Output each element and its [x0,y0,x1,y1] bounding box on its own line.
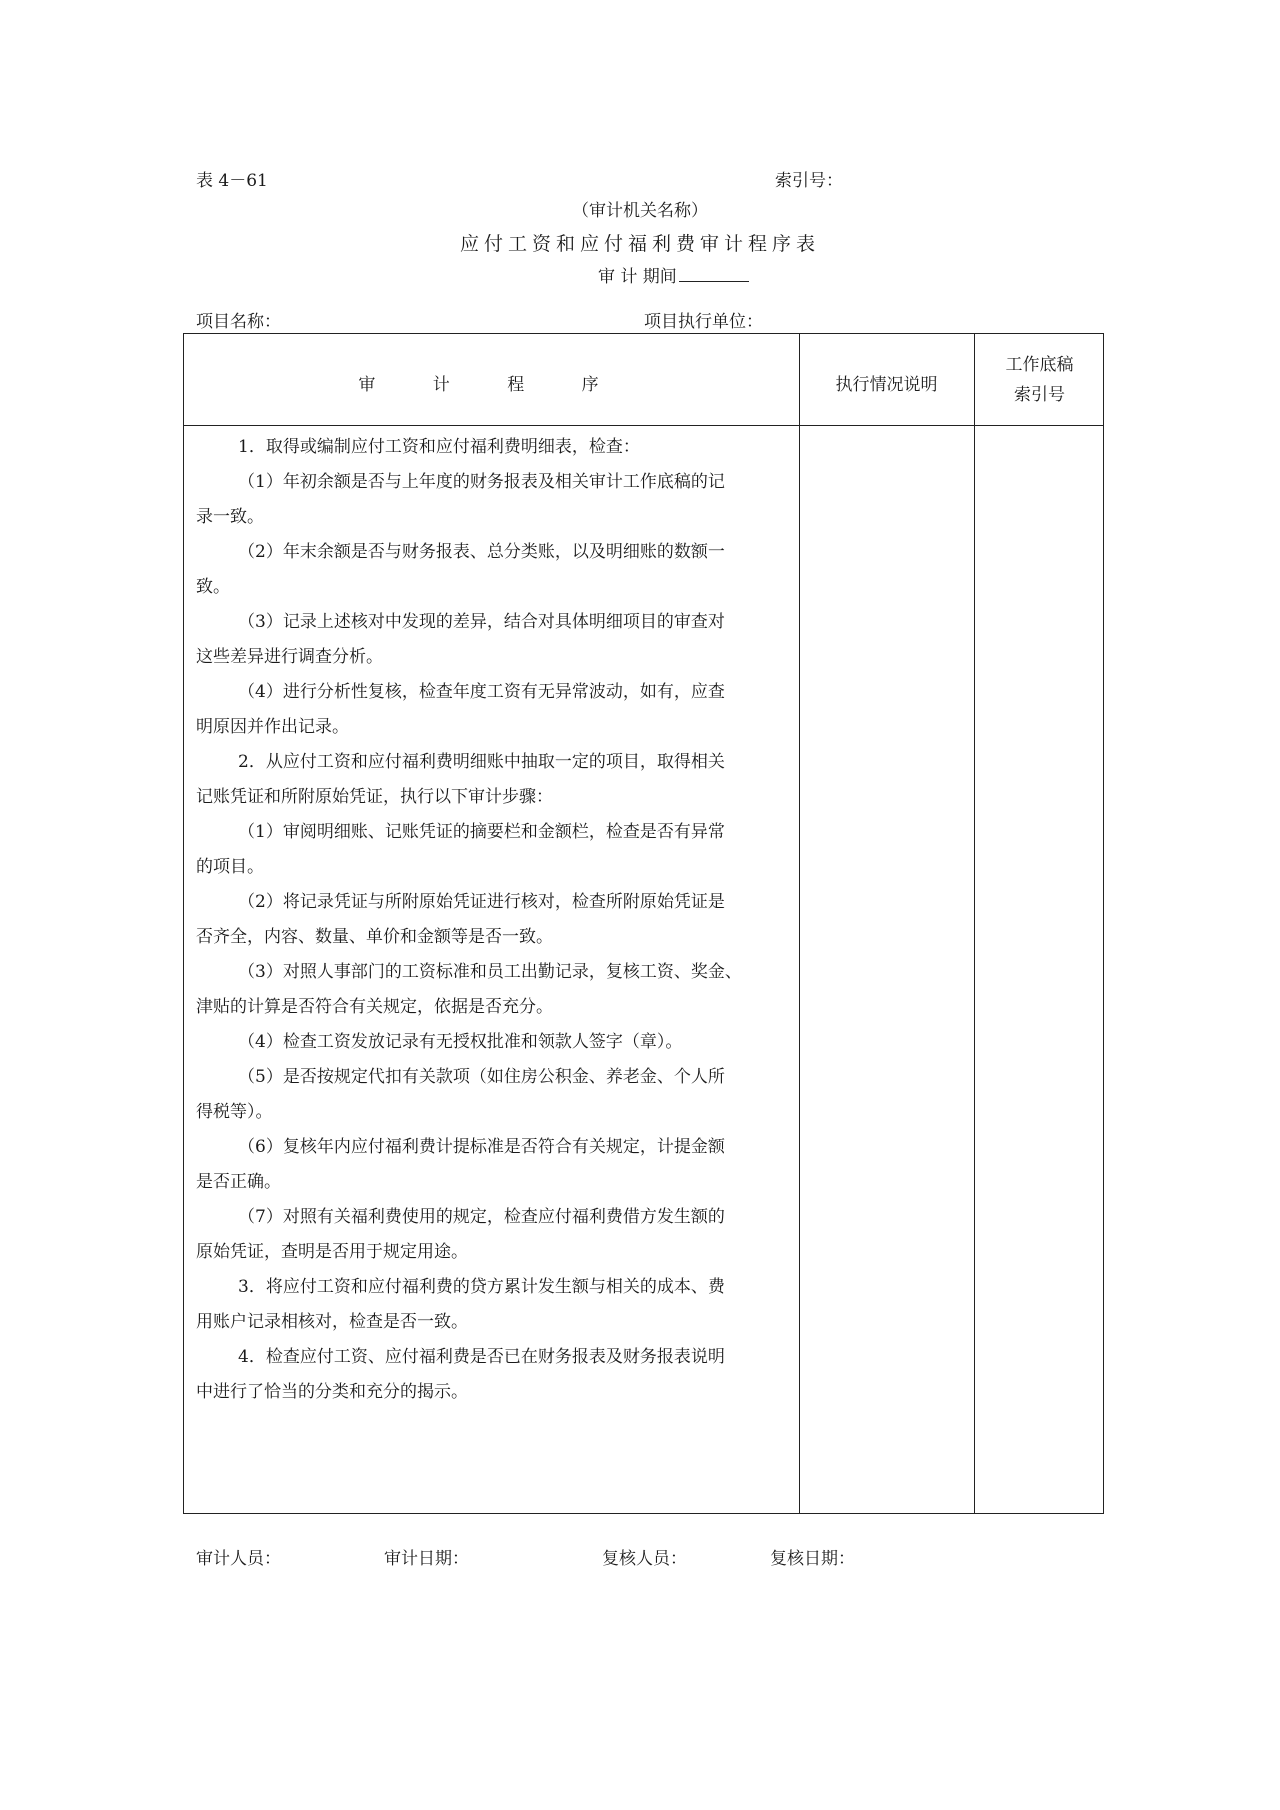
audit-date-label: 审计日期： [384,1549,469,1569]
header-divider [184,425,1103,426]
header-procedure: 审 计 程 序 [358,375,625,395]
reviewer-label: 复核人员： [602,1549,687,1569]
procedure-line: （3）对照人事部门的工资标准和员工出勤记录，复核工资、奖金、 [238,962,742,982]
procedure-line: 中进行了恰当的分类和充分的揭示。 [196,1382,468,1402]
column-divider [974,334,975,1513]
procedure-line: 用账户记录相核对，检查是否一致。 [196,1312,468,1332]
project-unit-label: 项目执行单位： [644,312,763,332]
procedure-line: 原始凭证，查明是否用于规定用途。 [196,1242,468,1262]
procedure-line: （2）将记录凭证与所附原始凭证进行核对，检查所附原始凭证是 [238,892,725,912]
table-number: 表 4－61 [196,171,268,191]
audit-period-label: 审 计 期间 [598,267,677,287]
procedure-line: 1．取得或编制应付工资和应付福利费明细表，检查： [238,437,640,457]
procedure-line: （1）审阅明细账、记账凭证的摘要栏和金额栏，检查是否有异常 [238,822,725,842]
procedure-body [196,430,786,1410]
procedure-line: 的项目。 [196,857,264,877]
procedure-line: 4．检查应付工资、应付福利费是否已在财务报表及财务报表说明 [238,1347,725,1367]
procedure-line: （7）对照有关福利费使用的规定，检查应付福利费借方发生额的 [238,1207,725,1227]
audit-agency-name: （审计机关名称） [572,201,708,221]
procedure-line: 是否正确。 [196,1172,281,1192]
procedure-line: 3．将应付工资和应付福利费的贷方累计发生额与相关的成本、费 [238,1277,725,1297]
review-date-label: 复核日期： [770,1549,855,1569]
header-workpaper-line1: 工作底稿 [1005,355,1074,375]
procedure-line: 这些差异进行调查分析。 [196,647,383,667]
procedure-line: 津贴的计算是否符合有关规定，依据是否充分。 [196,997,553,1017]
procedure-line: （3）记录上述核对中发现的差异，结合对具体明细项目的审查对 [238,612,725,632]
procedure-line: 致。 [196,577,230,597]
procedure-line: （1）年初余额是否与上年度的财务报表及相关审计工作底稿的记 [238,472,725,492]
procedure-line: （4）进行分析性复核，检查年度工资有无异常波动，如有，应查 [238,682,725,702]
procedure-line: （6）复核年内应付福利费计提标准是否符合有关规定，计提金额 [238,1137,725,1157]
project-name-label: 项目名称： [196,312,281,332]
column-divider [799,334,800,1513]
document-title: 应付工资和应付福利费审计程序表 [459,233,820,255]
procedure-line: 2．从应付工资和应付福利费明细账中抽取一定的项目，取得相关 [238,752,725,772]
procedure-line: 明原因并作出记录。 [196,717,349,737]
index-number-label: 索引号： [775,171,843,191]
auditor-label: 审计人员： [196,1549,281,1569]
procedure-line: 录一致。 [196,507,264,527]
procedure-line: 否齐全，内容、数量、单价和金额等是否一致。 [196,927,553,947]
audit-procedure-table [183,333,1104,1514]
audit-period [598,262,749,287]
procedure-line: （2）年末余额是否与财务报表、总分类账，以及明细账的数额一 [238,542,725,562]
audit-period-blank [679,267,749,282]
procedure-line: 记账凭证和所附原始凭证，执行以下审计步骤： [196,787,553,807]
header-execution-notes: 执行情况说明 [835,375,938,395]
procedure-line: （4）检查工资发放记录有无授权批准和领款人签字（章）。 [238,1032,683,1052]
header-workpaper-line2: 索引号 [1014,385,1065,405]
header-workpaper-index [974,350,1105,410]
procedure-line: 得税等）。 [196,1102,273,1122]
procedure-line: （5）是否按规定代扣有关款项（如住房公积金、养老金、个人所 [238,1067,725,1087]
